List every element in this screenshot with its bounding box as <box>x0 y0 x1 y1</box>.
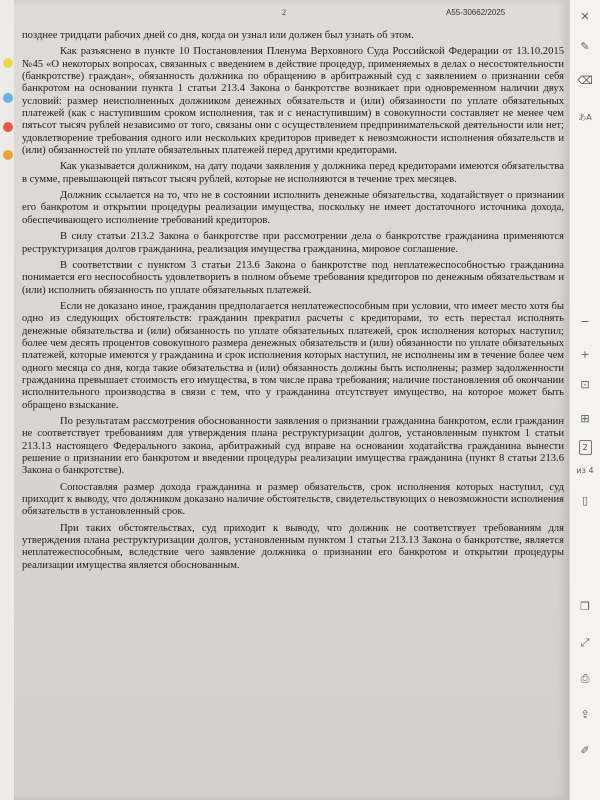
paragraph: Сопоставляя размер дохода гражданина и размер обязательств, срок исполнения которых наступил, суд приходит к выводу, что должником доказано наличие обстоятельств, свидетельствующих о невозможности исполнения обязательств в установленный срок. <box>22 481 564 518</box>
close-icon[interactable]: ✕ <box>580 10 590 23</box>
share-icon[interactable]: ⇪ <box>580 708 590 721</box>
translate-icon[interactable]: あA <box>578 113 592 122</box>
paragraph: При таких обстоятельствах, суд приходит к выводу, что должник не соответствует требованиям для утверждения плана реструктуризации долгов, установленным пунктом 1 статьи 213.13 Закона о банкротстве, является неплатежеспособным, вследствие чего заявление должника о признании его банкротом и открытии процедуры реализации имущества является обоснованным. <box>22 522 564 571</box>
app-dot-icon[interactable] <box>3 93 13 103</box>
left-app-rail <box>0 0 15 800</box>
page-indicator[interactable] <box>570 440 600 455</box>
paragraph: По результатам рассмотрения обоснованности заявления о признании гражданина банкротом, если гражданин не соответствует требованиям для утверждения плана реструктуризации долгов, установленным пунктом 1 статьи 213.13 настоящего Федерального закона, арбитражный суд вправе на основании ходатайства гражданина вынести решение о признании его банкротом и введении процедуры реализации имущества гражданина (пункт 8 статьи 213.6 Закона о банкротстве). <box>22 415 564 477</box>
case-number: А55-30662/2025 <box>446 8 506 17</box>
current-page-box[interactable]: 2 <box>579 440 592 455</box>
paragraph: Как разъяснено в пункте 10 Постановления Пленума Верховного Суда Российской Федерации от 13.10.2015 №45 «О некоторых вопросах, связанных с введением в действие процедур, применяемых в делах о несостоятельности (банкротстве) граждан», обязанность должника по обращению в арбитражный суд с заявлением о признании себя банкротом на основании пункта 1 статьи 213.4 Закона о банкротстве возникает при одновременном наличии двух условий: размер неисполненных должником денежных обязательств и (или) обязанности по уплате обязательных платежей (как с наступившим сроком исполнения, так и с ненаступившим) в совокупности составляет не менее чем пятьсот тысяч рублей независимо от того, связаны они с осуществлением предпринимательской деятельности или нет; удовлетворение требования одного или нескольких кредиторов приведет к невозможности исполнения обязательств и (или) обязанностей по уплате обязательных платежей перед другими кредиторами. <box>22 46 564 157</box>
expand-icon[interactable]: ⤢ <box>580 636 590 649</box>
app-dot-icon[interactable] <box>3 58 13 68</box>
minus-icon[interactable]: − <box>580 315 590 328</box>
fit-page-icon[interactable]: ⊡ <box>580 378 590 391</box>
paragraph: Должник ссылается на то, что не в состоянии исполнить денежные обязательства, ходатайствует о признании его банкротом и открытии процедуры реализации имущества, поскольку не имеет достаточного источника дохода, обеспечивающего исполнение требований кредиторов. <box>22 190 564 226</box>
paragraph: Как указывается должником, на дату подачи заявления у должника перед кредиторами имеются обязательства в сумме, превышающей пятьсот тысяч рублей, которые не исполняются в течение трех месяцев. <box>22 161 564 185</box>
text-icon[interactable]: ⊞ <box>580 412 590 425</box>
print-icon[interactable]: ⎙ <box>580 672 590 685</box>
plus-icon[interactable]: + <box>580 348 590 361</box>
app-dot-icon[interactable] <box>3 150 13 160</box>
page-number: 2 <box>282 8 286 17</box>
app-dot-icon[interactable] <box>3 122 13 132</box>
page-total: из 4 <box>576 466 594 475</box>
eraser-icon[interactable]: ⌫ <box>577 74 593 87</box>
marker-icon[interactable]: ✐ <box>580 744 590 757</box>
paragraph: В соответствии с пунктом 3 статьи 213.6 Закона о банкротстве под неплатежеспособностью гражданина понимается его неспособность удовлетворить в полном объеме требования кредиторов по денежным обязательствам и (или) исполнить обязанность по уплате обязательных платежей. <box>22 259 564 296</box>
draw-icon[interactable]: ✎ <box>580 40 590 53</box>
document-page <box>14 0 570 800</box>
copy-icon[interactable]: ❐ <box>580 600 590 613</box>
paragraph: В силу статьи 213.2 Закона о банкротстве при рассмотрении дела о банкротстве гражданина применяются реструктуризация долгов гражданина, реализация имущества гражданина, мировое соглашение. <box>22 231 564 255</box>
paragraph: Если не доказано иное, гражданин предполагается неплатежеспособным при условии, что имеет место хотя бы одно из следующих обстоятельств: гражданин прекратил расчеты с кредиторами, то есть перестал исполнять денежные обязательства и (или) обязанность по уплате обязательных платежей, срок исполнения которых наступил; более чем десять процентов совокупного размера денежных обязательств и (или) обязанности по уплате обязательных платежей, которые имеются у гражданина и срок исполнения которых наступил, не исполнены им в течение более чем одного месяца со дня, когда такие обязательства и (или) обязанность должны быть исполнены; размер задолженности гражданина превышает стоимость его имущества, в том числе права требования; наличие постановления об окончании исполнительного производства в связи с тем, что у гражданина отсутствует имущество, на которое может быть обращено взыскание. <box>22 300 564 411</box>
viewer-toolbar <box>569 0 600 800</box>
document-body <box>22 30 564 576</box>
bookmark-icon[interactable]: ▯ <box>581 494 589 507</box>
paragraph: позднее тридцати рабочих дней со дня, когда он узнал или должен был узнать об этом. <box>22 30 414 41</box>
